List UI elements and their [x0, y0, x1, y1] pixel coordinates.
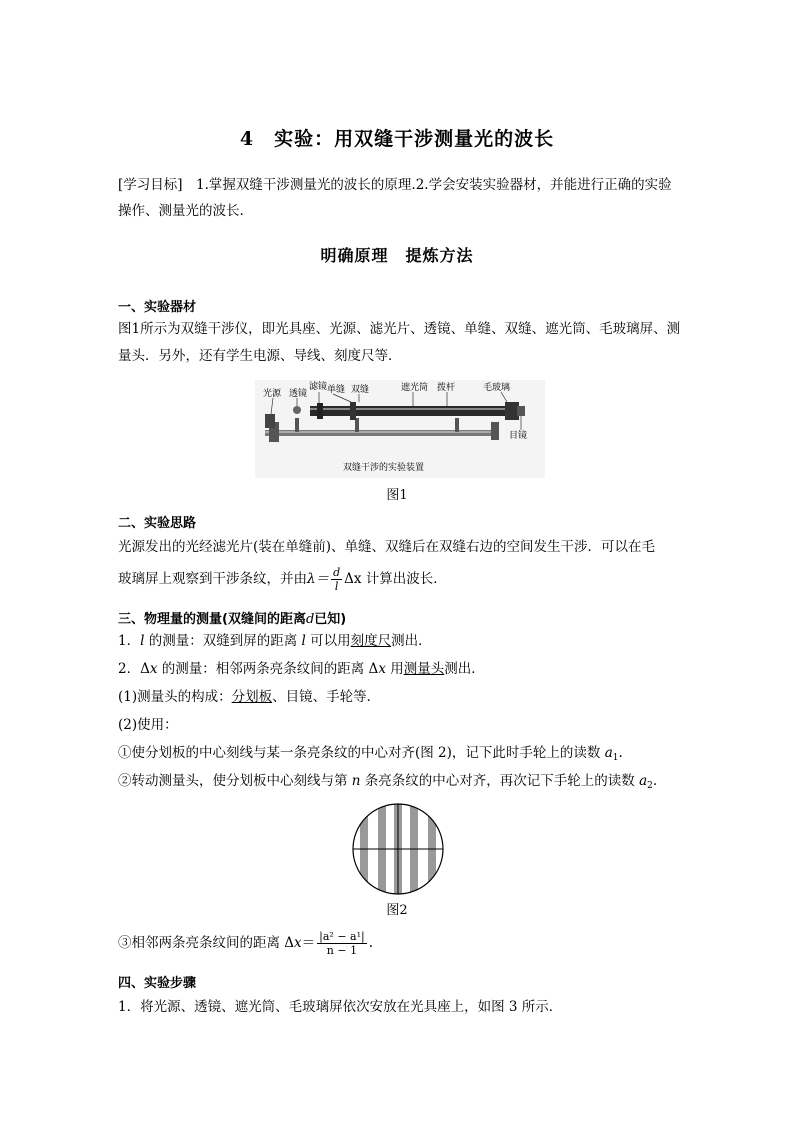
label-double-slit: 双缝 — [351, 385, 370, 395]
measure-item-2: 2．Δx 的测量：相邻两条亮条纹间的距离 Δx 用测量头测出． — [118, 661, 485, 677]
label-eyepiece: 目镜 — [509, 431, 528, 441]
light-source — [265, 414, 275, 428]
figure1-caption: 图1 — [386, 488, 408, 503]
page-title: 4 实验：用双缝干涉测量光的波长 — [239, 128, 555, 150]
section-title: 明确原理 提炼方法 — [320, 246, 474, 265]
measure-item-4: (2)使用： — [118, 717, 178, 733]
equipment-text: 图1所示为双缝干涉仪，即光具座、光源、滤光片、透镜、单缝、双缝、遮光筒、毛玻璃屏、测量头．另外，还有学生电源、导线、刻度尺等． — [118, 321, 681, 364]
label-screen: 毛玻璃 — [483, 383, 511, 393]
label-lever: 拨杆 — [437, 383, 456, 393]
label-filter: 滤镜 — [309, 382, 328, 392]
figure2-caption: 图2 — [386, 903, 408, 918]
label-lens: 透镜 — [289, 389, 308, 399]
goal-label: [学习目标] — [118, 177, 183, 193]
heading-measurement: 三、物理量的测量(双缝间的距离d已知) — [118, 612, 347, 627]
wavelength-formula: λ＝ $\frac{d}{l}$ Δx — [307, 566, 362, 593]
steps-item-1: 1．将光源、透镜、遮光筒、毛玻璃屏依次安放在光具座上，如图 3 所示． — [118, 999, 563, 1015]
label-light-source: 光源 — [263, 389, 282, 399]
light-shield-tube — [310, 406, 510, 416]
optical-rail — [265, 430, 497, 436]
heading-equipment: 一、实验器材 — [118, 300, 197, 315]
apparatus-inner-caption: 双缝干涉的实验装置 — [343, 463, 425, 473]
reticle-figure — [352, 803, 444, 895]
label-single-slit: 单缝 — [327, 385, 346, 395]
principle-line1: 光源发出的光经滤光片(装在单缝前)、单缝、双缝后在双缝右边的空间发生干涉．可以在毛 — [118, 539, 656, 555]
measure-item-5: ①使分划板的中心刻线与某一条亮条纹的中心对齐(图 2)，记下此时手轮上的读数 $a_1$. — [118, 745, 623, 763]
goal-text: 1.掌握双缝干涉测量光的波长的原理.2.学会安装实验器材，并能进行正确的实验操作、测量光的波长. — [118, 177, 672, 219]
heading-steps: 四、实验步骤 — [118, 976, 197, 991]
double-slit-apparatus-figure — [255, 380, 545, 478]
learning-goal — [118, 172, 684, 224]
measure-item-1: 1．l 的测量：双缝到屏的距离 l 可以用刻度尺测出． — [118, 633, 432, 649]
heading-principle: 二、实验思路 — [118, 516, 197, 531]
measure-item-7: ③相邻两条亮条纹间的距离 Δx＝ $\frac{\text{|a² − a¹|}}{n - 1}$ . — [118, 930, 374, 957]
measure-item-6: ②转动测量头，使分划板中心刻线与第 n 条亮条纹的中心对齐，再次记下手轮上的读数 $a_2$. — [118, 773, 658, 791]
measure-item-3: (1)测量头的构成：分划板、目镜、手轮等． — [118, 689, 381, 705]
principle-line2: 玻璃屏上观察到干涉条纹，并由λ＝ $\frac{d}{l}$ Δx 计算出波长． — [118, 566, 447, 593]
label-tube: 遮光筒 — [401, 383, 429, 393]
